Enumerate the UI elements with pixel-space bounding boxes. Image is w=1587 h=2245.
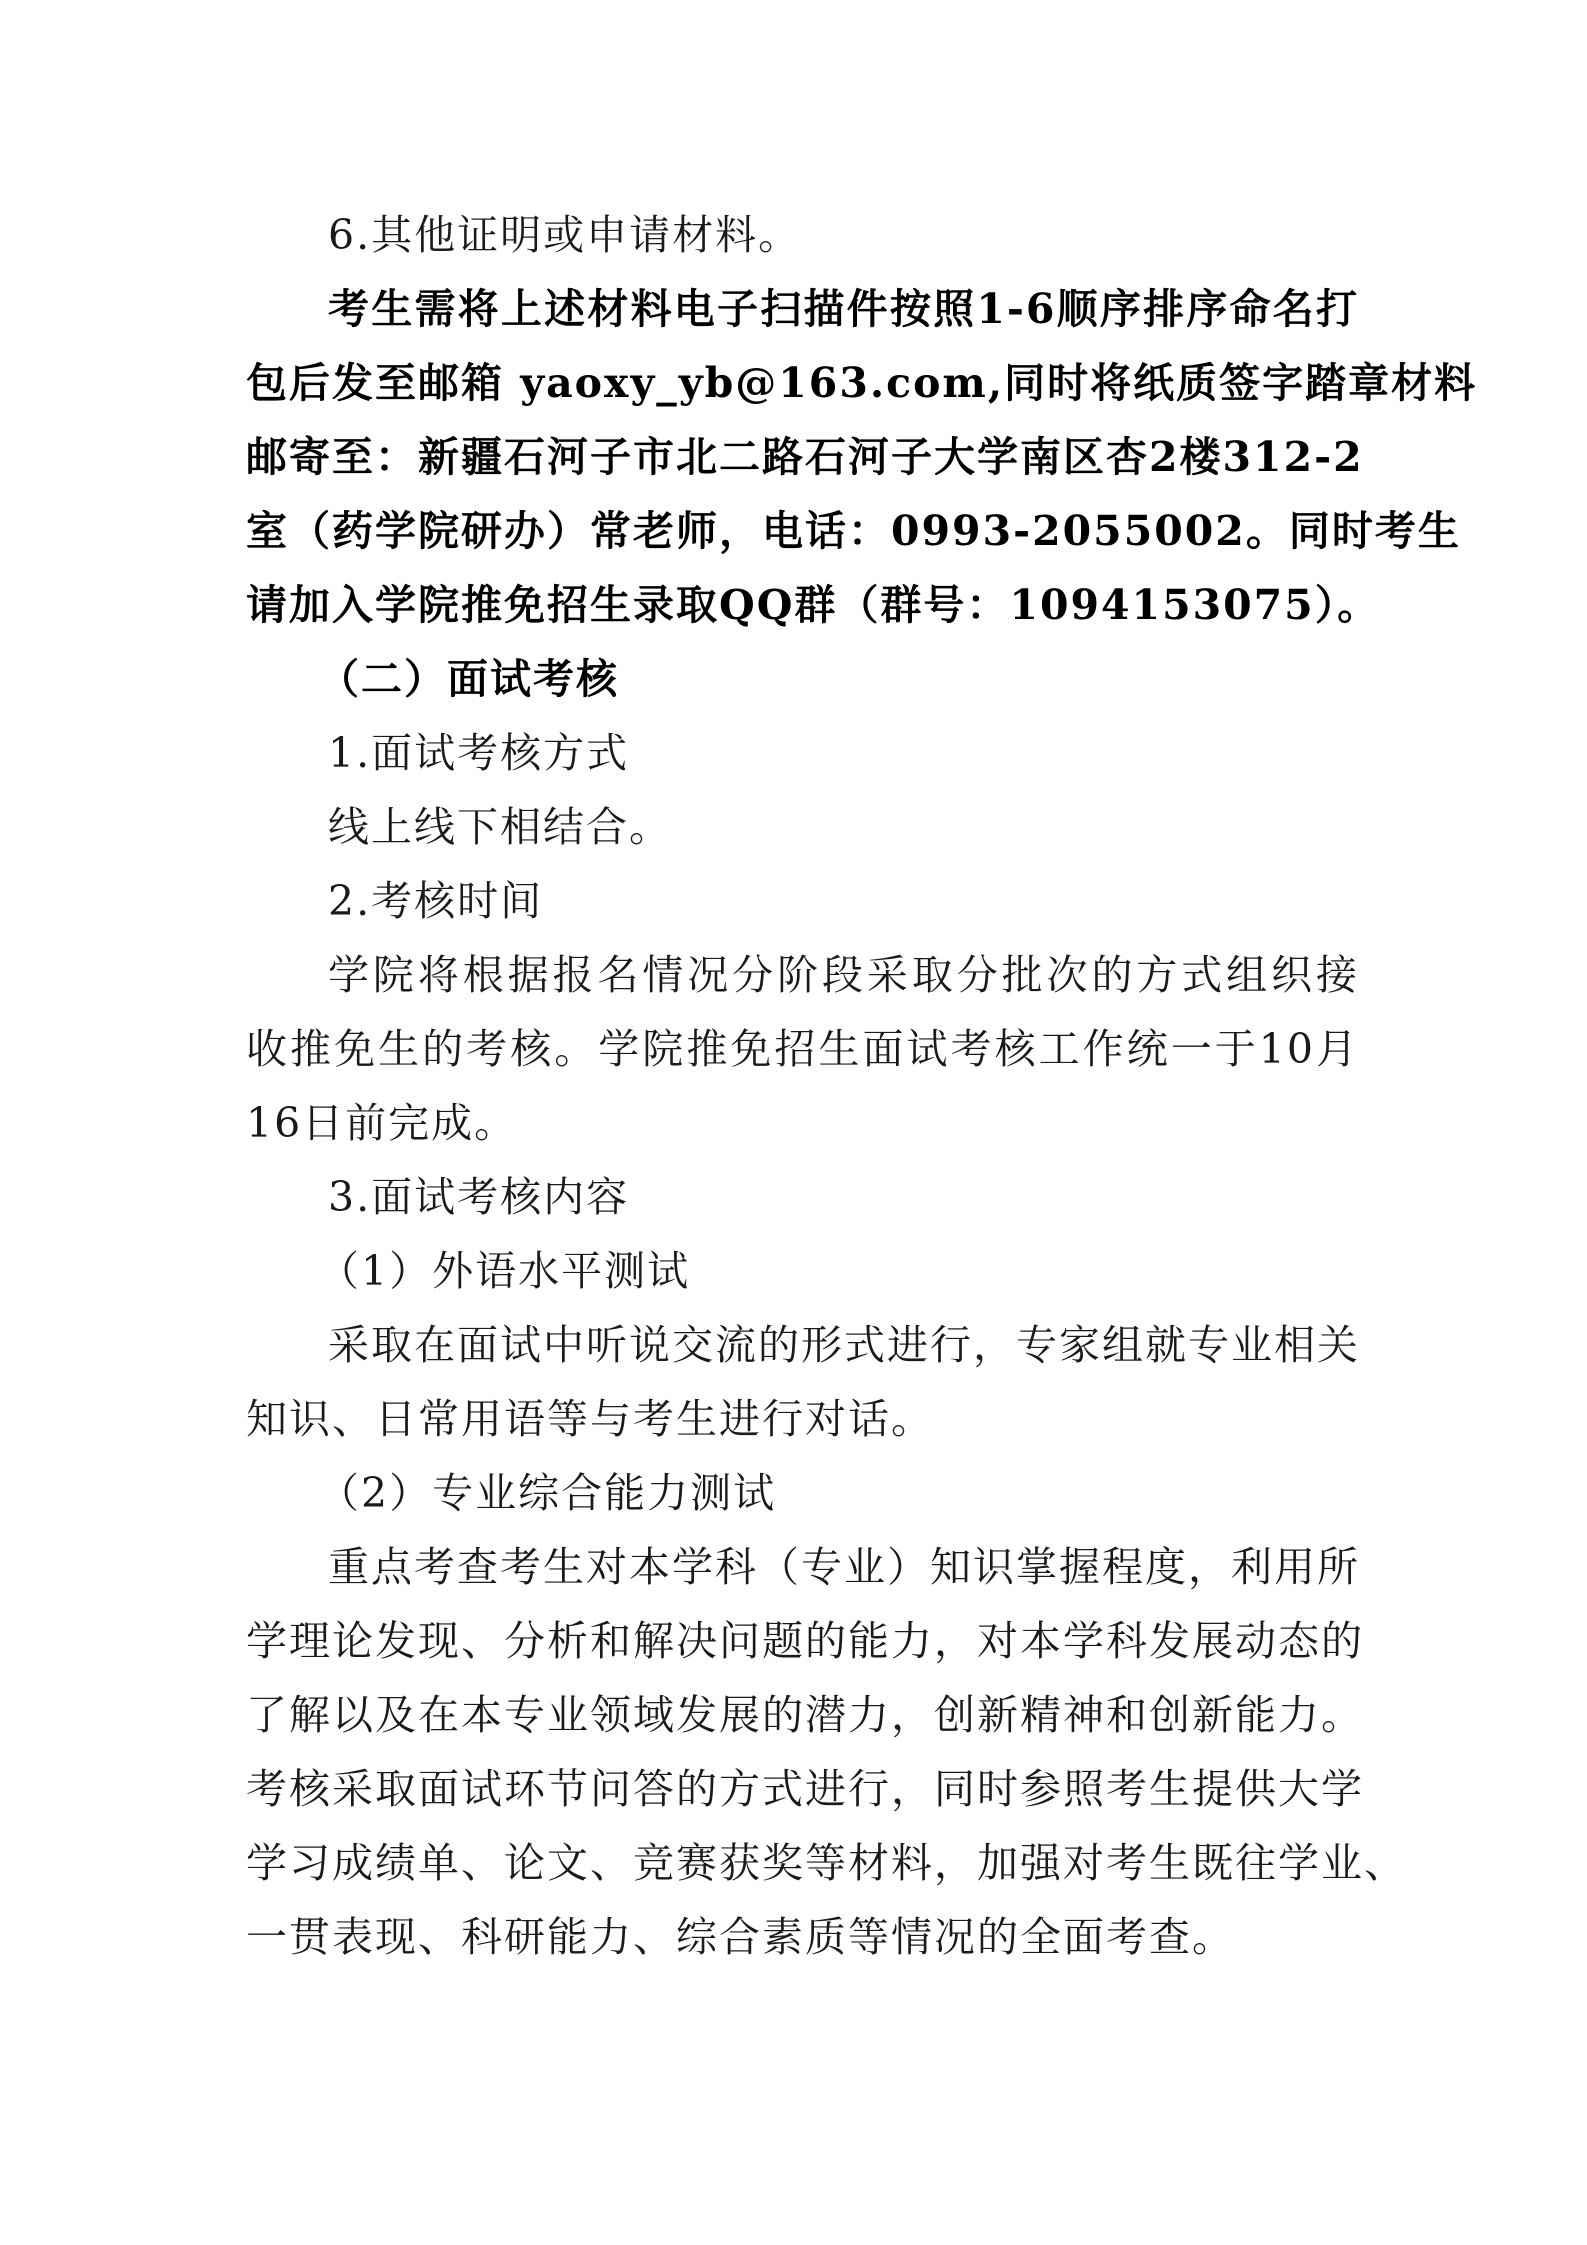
subheading-interview-content: 3.面试考核内容	[328, 1173, 630, 1221]
subheading-professional-ability-test: （2）专业综合能力测试	[318, 1469, 777, 1517]
submission-instructions-line-4: 室（药学院研办）常老师，电话：0993-2055002。同时考生	[246, 507, 1461, 555]
subheading-foreign-language-test: （1）外语水平测试	[318, 1247, 691, 1295]
document-body	[246, 198, 1478, 1974]
subheading-exam-time: 2.考核时间	[328, 877, 544, 925]
submission-instructions-line-2: 包后发至邮箱 yaoxy_yb@163.com,同时将纸质签字踏章材料	[246, 359, 1478, 407]
exam-time-text-line-3: 16日前完成。	[246, 1099, 518, 1147]
professional-ability-text-line-5: 学习成绩单、论文、竞赛获奖等材料，加强对考生既往学业、	[246, 1839, 1407, 1887]
submission-instructions-line-1: 考生需将上述材料电子扫描件按照1-6顺序排序命名打	[328, 285, 1359, 333]
interview-method-text: 线上线下相结合。	[328, 803, 672, 851]
item-6-other-materials: 6.其他证明或申请材料。	[328, 211, 802, 259]
foreign-language-text-line-2: 知识、日常用语等与考生进行对话。	[246, 1395, 934, 1443]
exam-time-text-line-1: 学院将根据报名情况分阶段采取分批次的方式组织接	[328, 951, 1359, 999]
subheading-interview-method: 1.面试考核方式	[328, 729, 630, 777]
professional-ability-text-line-6: 一贯表现、科研能力、综合素质等情况的全面考查。	[246, 1913, 1235, 1961]
submission-instructions-line-3: 邮寄至：新疆石河子市北二路石河子大学南区杏2楼312-2	[246, 433, 1364, 481]
section-heading-interview: （二）面试考核	[318, 655, 619, 703]
professional-ability-text-line-1: 重点考查考生对本学科（专业）知识掌握程度，利用所	[328, 1543, 1360, 1591]
professional-ability-text-line-2: 学理论发现、分析和解决问题的能力，对本学科发展动态的	[246, 1617, 1364, 1665]
foreign-language-text-line-1: 采取在面试中听说交流的形式进行，专家组就专业相关	[328, 1321, 1360, 1369]
professional-ability-text-line-3: 了解以及在本专业领域发展的潜力，创新精神和创新能力。	[246, 1691, 1364, 1739]
professional-ability-text-line-4: 考核采取面试环节问答的方式进行，同时参照考生提供大学	[246, 1765, 1364, 1813]
submission-instructions-line-5: 请加入学院推免招生录取QQ群（群号：1094153075）。	[246, 581, 1381, 629]
exam-time-text-line-2: 收推免生的考核。学院推免招生面试考核工作统一于10月	[246, 1025, 1359, 1073]
